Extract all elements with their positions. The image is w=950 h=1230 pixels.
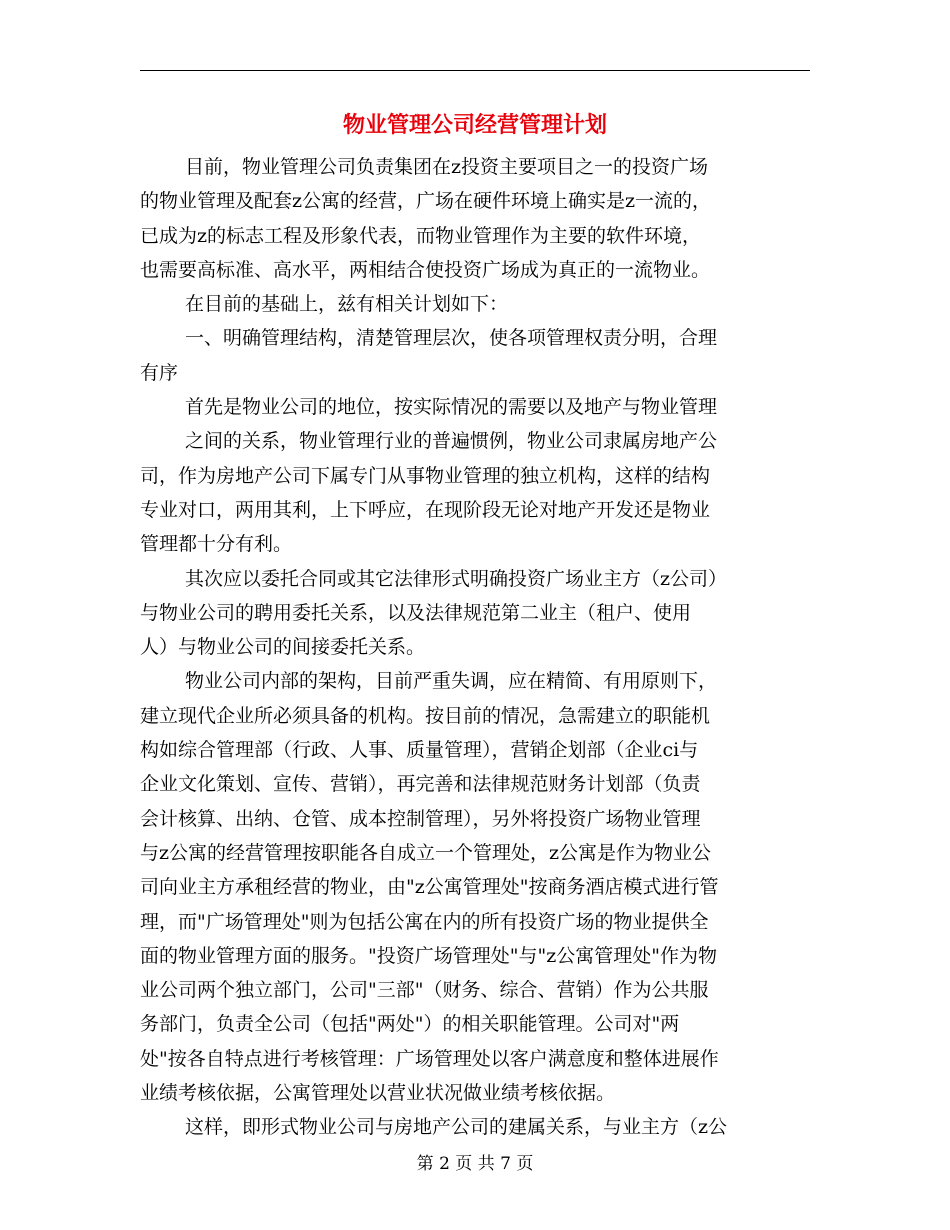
- body-text-line: 之间的关系，物业管理行业的普遍惯例，物业公司隶属房地产公: [185, 430, 718, 453]
- body-text-line: 业公司两个独立部门，公司"三部"（财务、综合、营销）作为公共服: [140, 979, 709, 1002]
- body-text-line: 这样，即形式物业公司与房地产公司的建属关系，与业主方（z公: [185, 1116, 728, 1139]
- body-text-line: 司向业主方承租经营的物业，由"z公寓管理处"按商务酒店模式进行管: [140, 876, 719, 899]
- body-text-line: 目前，物业管理公司负责集团在z投资主要项目之一的投资广场: [185, 156, 709, 178]
- body-text-line: 建立现代企业所必须具备的机构。按目前的情况，急需建立的职能机: [140, 704, 711, 727]
- body-text-line: 会计核算、出纳、仓管、成本控制管理），另外将投资广场物业管理: [140, 807, 701, 830]
- body-text-line: 已成为z的标志工程及形象代表，而物业管理作为主要的软件环境，: [140, 224, 702, 247]
- body-text-line: 也需要高标准、高水平，两相结合使投资广场成为真正的一流物业。: [140, 258, 711, 281]
- body-text-line: 与物业公司的聘用委托关系，以及法律规范第二业主（租户、使用: [140, 601, 692, 624]
- page-number-footer: 第 2 页 共 7 页: [416, 1154, 534, 1174]
- body-text-line: 构如综合管理部（行政、人事、质量管理），营销企划部（企业ci与: [140, 739, 699, 762]
- body-text-line: 处"按各自特点进行考核管理：广场管理处以客户满意度和整体进展作: [140, 1047, 719, 1070]
- body-text-line: 务部门，负责全公司（包括"两处"）的相关职能管理。公司对"两: [140, 1013, 680, 1036]
- body-text-line: 一、明确管理结构，清楚管理层次，使各项管理权责分明，合理: [185, 327, 718, 350]
- body-text-line: 人）与物业公司的间接委托关系。: [140, 636, 426, 659]
- body-text-line: 专业对口，两用其利，上下呼应，在现阶段无论对地产开发还是物业: [140, 498, 711, 521]
- document-title: 物业管理公司经营管理计划: [342, 112, 607, 138]
- body-text-line: 在目前的基础上，兹有相关计划如下：: [185, 293, 509, 316]
- body-text-line: 有序: [140, 361, 179, 384]
- body-text-line: 管理都十分有利。: [140, 533, 293, 556]
- body-text-line: 其次应以委托合同或其它法律形式明确投资广场业主方（z公司）: [185, 567, 728, 590]
- body-text-line: 企业文化策划、宣传、营销），再完善和法律规范财务计划部（负责: [140, 773, 701, 796]
- body-text-line: 面的物业管理方面的服务。"投资广场管理处"与"z公寓管理处"作为物: [140, 944, 717, 967]
- body-text-line: 物业公司内部的架构，目前严重失调，应在精简、有用原则下，: [185, 670, 718, 693]
- header-rule: [140, 70, 810, 71]
- document-body: [140, 150, 812, 1145]
- body-text-line: 与z公寓的经营管理按职能各自成立一个管理处，z公寓是作为物业公: [140, 841, 712, 864]
- body-text-line: 司，作为房地产公司下属专门从事物业管理的独立机构，这样的结构: [140, 464, 711, 487]
- body-text-line: 首先是物业公司的地位，按实际情况的需要以及地产与物业管理: [185, 396, 718, 419]
- body-text-line: 理，而"广场管理处"则为包括公寓在内的所有投资广场的物业提供全: [140, 910, 709, 933]
- body-text-line: 的物业管理及配套z公寓的经营，广场在硬件环境上确实是z一流的，: [140, 190, 712, 213]
- body-text-line: 业绩考核依据，公寓管理处以营业状况做业绩考核依据。: [140, 1082, 616, 1105]
